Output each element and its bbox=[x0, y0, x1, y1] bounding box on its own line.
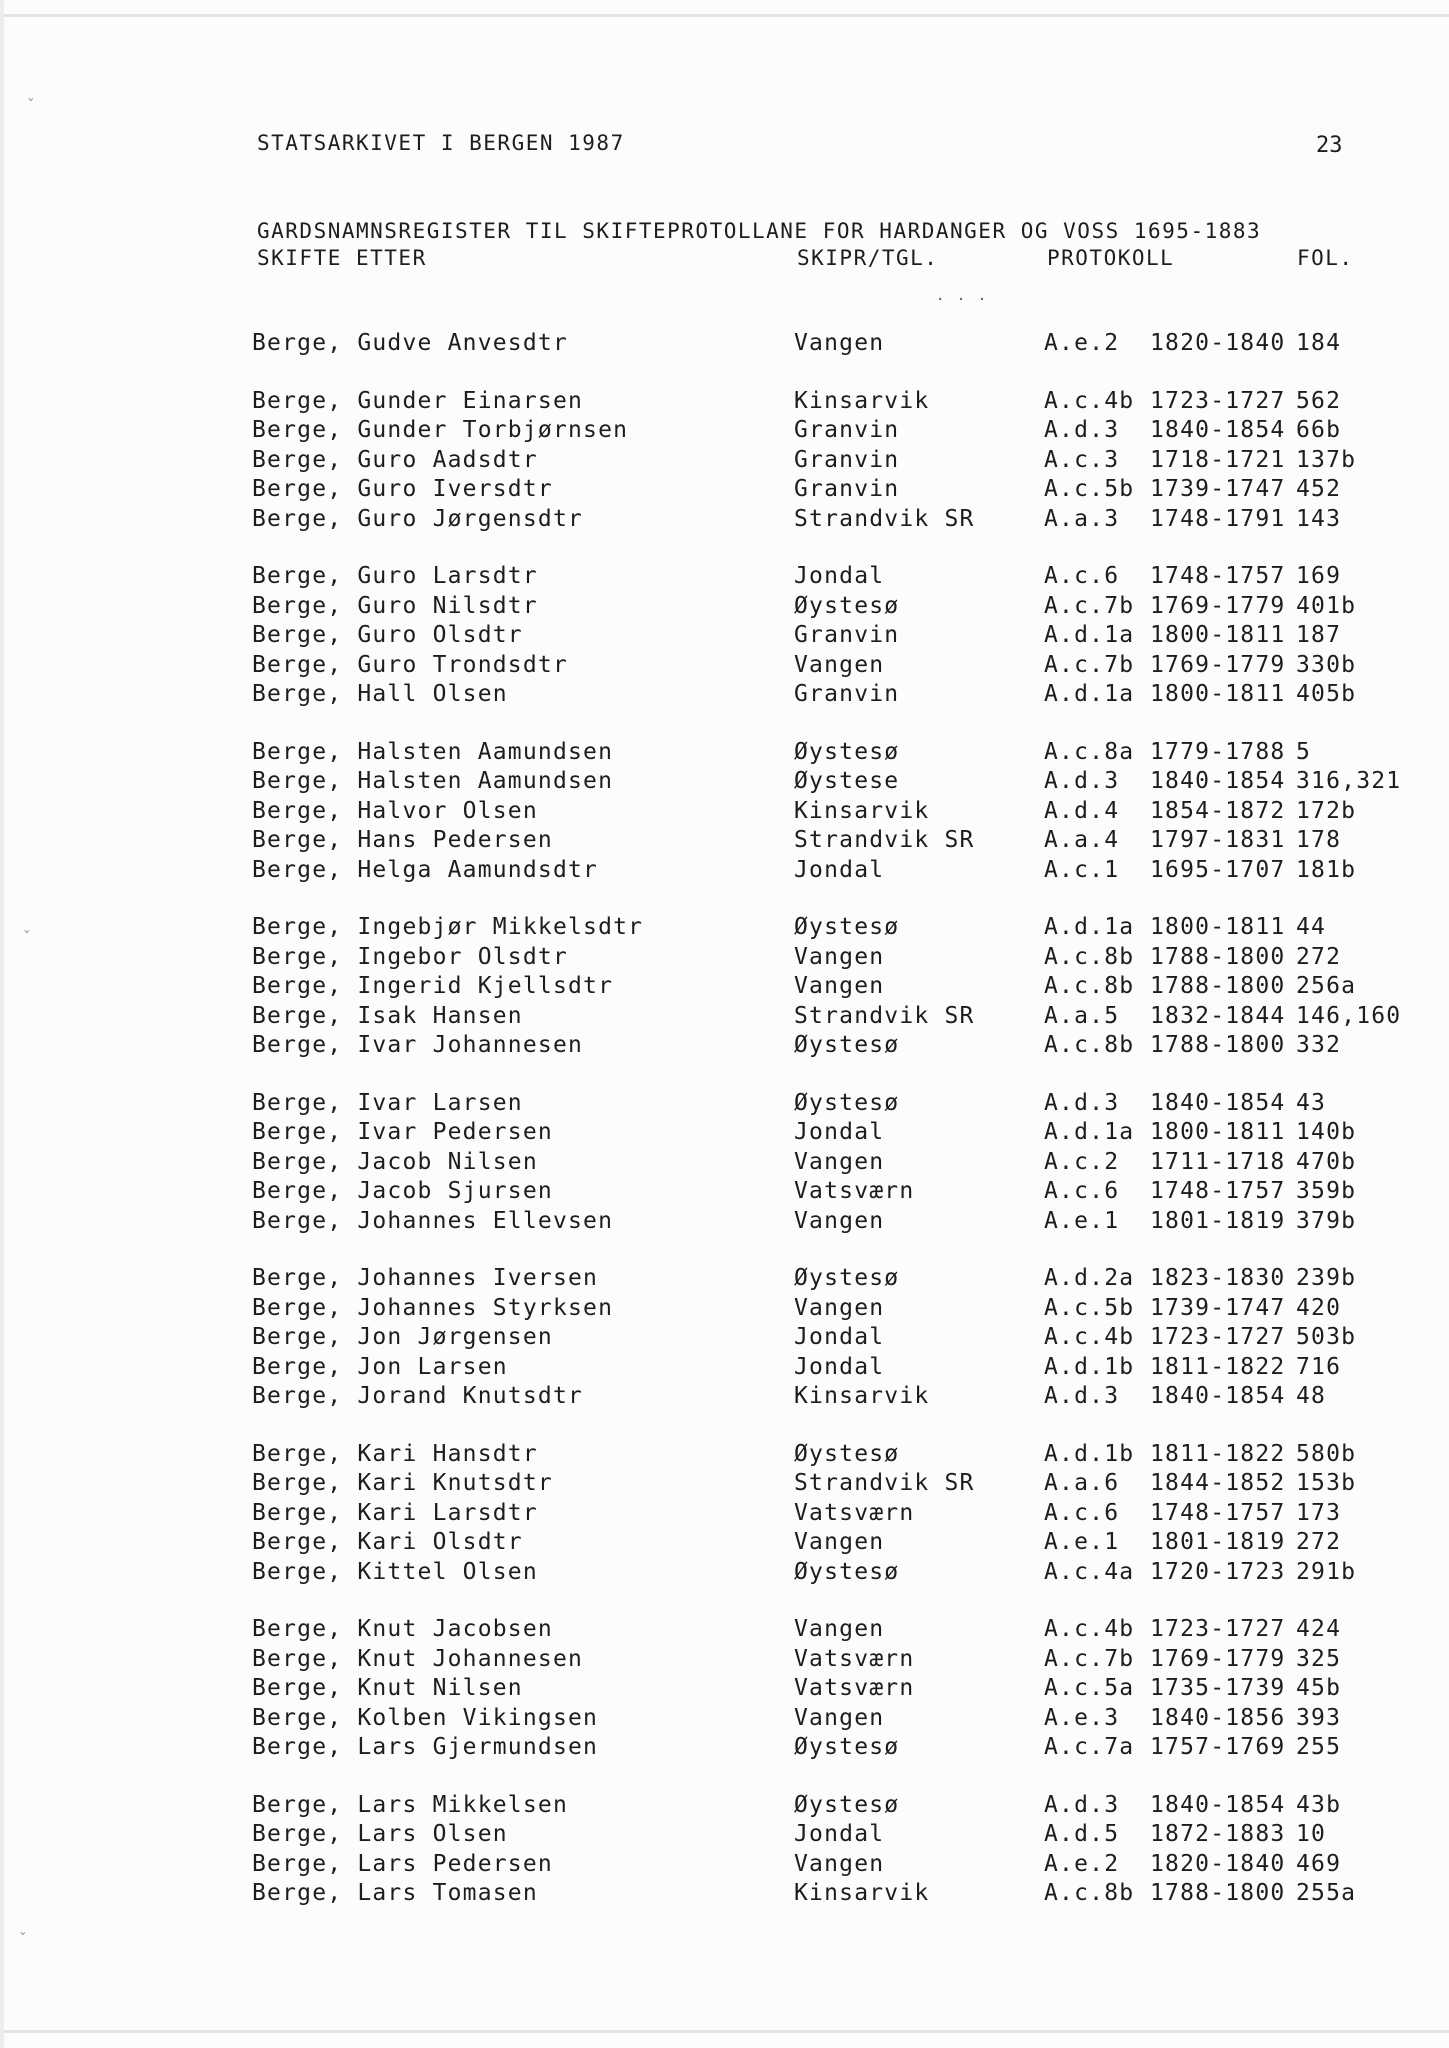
entry-folio: 178 bbox=[1296, 827, 1342, 853]
entry-years: 1748-1757 bbox=[1150, 563, 1286, 589]
entry-protocol: A.a.4 bbox=[1044, 827, 1120, 853]
entry-folio: 379b bbox=[1296, 1207, 1357, 1234]
entry-years: 1757-1769 bbox=[1150, 1734, 1286, 1760]
entry-place: Øystesø bbox=[794, 1440, 900, 1467]
page-edge-bottom bbox=[0, 2030, 1449, 2033]
entry-years: 1769-1779 bbox=[1150, 651, 1286, 678]
entry-place: Vangen bbox=[794, 1704, 885, 1731]
entry-years: 1723-1727 bbox=[1150, 387, 1286, 414]
entry-folio: 256a bbox=[1296, 973, 1357, 999]
entry-place: Øystesø bbox=[794, 738, 900, 765]
entry-place: Jondal bbox=[794, 1119, 885, 1145]
entry-group bbox=[252, 739, 1412, 887]
column-header-place: SKIPR/TGL. bbox=[797, 246, 939, 270]
entry-protocol: A.c.7b bbox=[1044, 1645, 1135, 1672]
registry-entry bbox=[252, 388, 1412, 418]
registry-entry bbox=[252, 739, 1412, 769]
registry-entry bbox=[252, 1265, 1412, 1295]
entry-years: 1788-1800 bbox=[1150, 1032, 1286, 1058]
registry-entry bbox=[252, 1032, 1412, 1062]
registry-entry bbox=[252, 1354, 1412, 1384]
registry-entry bbox=[252, 652, 1412, 682]
entry-name: Berge, Knut Johannesen bbox=[252, 1645, 584, 1672]
entry-protocol: A.c.8a bbox=[1044, 738, 1135, 765]
entry-protocol: A.c.4a bbox=[1044, 1558, 1135, 1585]
entry-name: Berge, Lars Tomasen bbox=[252, 1880, 538, 1906]
entry-protocol: A.c.7a bbox=[1044, 1734, 1135, 1760]
entry-years: 1811-1822 bbox=[1150, 1440, 1286, 1467]
entry-place: Granvin bbox=[794, 681, 900, 707]
entry-years: 1748-1757 bbox=[1150, 1499, 1286, 1526]
entry-place: Kinsarvik bbox=[794, 387, 930, 414]
entry-years: 1748-1757 bbox=[1150, 1178, 1286, 1204]
entry-place: Vangen bbox=[794, 943, 885, 970]
entry-folio: 272 bbox=[1296, 943, 1342, 970]
entry-place: Vangen bbox=[794, 1148, 885, 1175]
registry-entry bbox=[252, 768, 1412, 798]
entry-name: Berge, Ivar Larsen bbox=[252, 1089, 523, 1116]
entry-place: Øystesø bbox=[794, 1265, 900, 1291]
entry-folio: 469 bbox=[1296, 1850, 1342, 1877]
entry-years: 1823-1830 bbox=[1150, 1265, 1286, 1291]
entry-years: 1801-1819 bbox=[1150, 1207, 1286, 1234]
entry-folio: 716 bbox=[1296, 1353, 1342, 1380]
entry-protocol: A.e.1 bbox=[1044, 1207, 1120, 1234]
entry-folio: 503b bbox=[1296, 1324, 1357, 1350]
entry-name: Berge, Hans Pedersen bbox=[252, 827, 553, 853]
entry-protocol: A.e.3 bbox=[1044, 1704, 1120, 1731]
entry-protocol: A.c.8b bbox=[1044, 943, 1135, 970]
entry-name: Berge, Kittel Olsen bbox=[252, 1558, 538, 1585]
registry-entry bbox=[252, 1792, 1412, 1822]
entry-place: Vatsværn bbox=[794, 1645, 915, 1672]
entry-place: Øystesø bbox=[794, 1734, 900, 1760]
page-number: 23 bbox=[1316, 133, 1343, 158]
entry-folio: 291b bbox=[1296, 1558, 1357, 1585]
registry-entry bbox=[252, 1470, 1412, 1500]
entry-place: Vangen bbox=[794, 1529, 885, 1555]
entry-name: Berge, Lars Mikkelsen bbox=[252, 1791, 568, 1818]
entry-place: Øystesø bbox=[794, 1791, 900, 1818]
registry-entry bbox=[252, 944, 1412, 974]
registry-entry bbox=[252, 681, 1412, 711]
entry-years: 1735-1739 bbox=[1150, 1675, 1286, 1701]
entry-folio: 44 bbox=[1296, 914, 1327, 940]
entry-protocol: A.c.4b bbox=[1044, 1616, 1135, 1642]
registry-list bbox=[252, 330, 1412, 1938]
entry-folio: 153b bbox=[1296, 1470, 1357, 1496]
entry-folio: 10 bbox=[1296, 1821, 1327, 1847]
entry-folio: 172b bbox=[1296, 797, 1357, 824]
entry-protocol: A.d.3 bbox=[1044, 1383, 1120, 1409]
entry-years: 1723-1727 bbox=[1150, 1616, 1286, 1642]
entry-place: Strandvik SR bbox=[794, 505, 975, 532]
entry-protocol: A.d.1b bbox=[1044, 1440, 1135, 1467]
entry-years: 1711-1718 bbox=[1150, 1148, 1286, 1175]
register-title: GARDSNAMNSREGISTER TIL SKIFTEPROTOLLANE FOR HARDANGER OG VOSS 1695-1883 bbox=[257, 219, 1262, 243]
entry-folio: 580b bbox=[1296, 1440, 1357, 1467]
entry-group bbox=[252, 563, 1412, 711]
entry-folio: 169 bbox=[1296, 563, 1342, 589]
entry-years: 1800-1811 bbox=[1150, 681, 1286, 707]
entry-name: Berge, Guro Olsdtr bbox=[252, 622, 523, 648]
registry-entry bbox=[252, 1705, 1412, 1735]
registry-entry bbox=[252, 827, 1412, 857]
entry-name: Berge, Jon Larsen bbox=[252, 1353, 508, 1380]
entry-name: Berge, Kari Hansdtr bbox=[252, 1440, 538, 1467]
entry-name: Berge, Johannes Iversen bbox=[252, 1265, 599, 1291]
entry-name: Berge, Knut Jacobsen bbox=[252, 1616, 553, 1642]
entry-protocol: A.d.1b bbox=[1044, 1353, 1135, 1380]
entry-protocol: A.c.7b bbox=[1044, 592, 1135, 619]
entry-years: 1797-1831 bbox=[1150, 827, 1286, 853]
entry-folio: 452 bbox=[1296, 476, 1342, 502]
entry-folio: 66b bbox=[1296, 417, 1342, 443]
entry-name: Berge, Gunder Torbjørnsen bbox=[252, 417, 629, 443]
entry-years: 1718-1721 bbox=[1150, 446, 1286, 473]
entry-place: Vangen bbox=[794, 973, 885, 999]
entry-name: Berge, Guro Trondsdtr bbox=[252, 651, 568, 678]
registry-entry bbox=[252, 1529, 1412, 1559]
entry-protocol: A.d.3 bbox=[1044, 1791, 1120, 1818]
entry-name: Berge, Kolben Vikingsen bbox=[252, 1704, 599, 1731]
entry-name: Berge, Helga Aamundsdtr bbox=[252, 856, 599, 883]
entry-folio: 146,160 bbox=[1296, 1002, 1402, 1029]
entry-name: Berge, Ingerid Kjellsdtr bbox=[252, 973, 614, 999]
entry-years: 1788-1800 bbox=[1150, 973, 1286, 999]
entry-protocol: A.c.6 bbox=[1044, 1499, 1120, 1526]
entry-place: Strandvik SR bbox=[794, 1002, 975, 1029]
registry-entry bbox=[252, 447, 1412, 477]
entry-group bbox=[252, 1265, 1412, 1413]
registry-entry bbox=[252, 1295, 1412, 1325]
entry-place: Jondal bbox=[794, 1821, 885, 1847]
entry-years: 1788-1800 bbox=[1150, 943, 1286, 970]
entry-name: Berge, Gudve Anvesdtr bbox=[252, 330, 568, 356]
entry-name: Berge, Johannes Styrksen bbox=[252, 1294, 614, 1321]
registry-entry bbox=[252, 1149, 1412, 1179]
registry-entry bbox=[252, 1734, 1412, 1764]
registry-entry bbox=[252, 1616, 1412, 1646]
entry-name: Berge, Jon Jørgensen bbox=[252, 1324, 553, 1350]
entry-protocol: A.a.3 bbox=[1044, 505, 1120, 532]
entry-name: Berge, Lars Pedersen bbox=[252, 1850, 553, 1877]
entry-folio: 5 bbox=[1296, 738, 1312, 765]
entry-place: Vangen bbox=[794, 1207, 885, 1234]
entry-years: 1820-1840 bbox=[1150, 330, 1286, 356]
entry-place: Vangen bbox=[794, 1294, 885, 1321]
registry-entry bbox=[252, 1090, 1412, 1120]
header-dots: . . . bbox=[936, 288, 989, 304]
entry-folio: 255a bbox=[1296, 1880, 1357, 1906]
entry-folio: 562 bbox=[1296, 387, 1342, 414]
entry-name: Berge, Isak Hansen bbox=[252, 1002, 523, 1029]
entry-folio: 332 bbox=[1296, 1032, 1342, 1058]
entry-name: Berge, Ingebor Olsdtr bbox=[252, 943, 568, 970]
entry-folio: 359b bbox=[1296, 1178, 1357, 1204]
entry-protocol: A.e.2 bbox=[1044, 1850, 1120, 1877]
entry-years: 1820-1840 bbox=[1150, 1850, 1286, 1877]
entry-folio: 470b bbox=[1296, 1148, 1357, 1175]
registry-entry bbox=[252, 563, 1412, 593]
registry-entry bbox=[252, 973, 1412, 1003]
entry-place: Jondal bbox=[794, 1353, 885, 1380]
entry-name: Berge, Jacob Sjursen bbox=[252, 1178, 553, 1204]
entry-folio: 187 bbox=[1296, 622, 1342, 648]
entry-place: Vangen bbox=[794, 330, 885, 356]
entry-name: Berge, Hall Olsen bbox=[252, 681, 508, 707]
entry-folio: 181b bbox=[1296, 856, 1357, 883]
entry-years: 1800-1811 bbox=[1150, 914, 1286, 940]
entry-years: 1801-1819 bbox=[1150, 1529, 1286, 1555]
entry-name: Berge, Johannes Ellevsen bbox=[252, 1207, 614, 1234]
entry-years: 1800-1811 bbox=[1150, 1119, 1286, 1145]
entry-place: Vatsværn bbox=[794, 1178, 915, 1204]
entry-name: Berge, Guro Nilsdtr bbox=[252, 592, 538, 619]
registry-entry bbox=[252, 506, 1412, 536]
entry-place: Granvin bbox=[794, 446, 900, 473]
entry-place: Kinsarvik bbox=[794, 797, 930, 824]
entry-place: Jondal bbox=[794, 856, 885, 883]
entry-folio: 424 bbox=[1296, 1616, 1342, 1642]
entry-place: Vangen bbox=[794, 1850, 885, 1877]
entry-years: 1854-1872 bbox=[1150, 797, 1286, 824]
entry-protocol: A.d.2a bbox=[1044, 1265, 1135, 1291]
entry-years: 1748-1791 bbox=[1150, 505, 1286, 532]
entry-name: Berge, Kari Knutsdtr bbox=[252, 1470, 553, 1496]
archive-line: STATSARKIVET I BERGEN 1987 bbox=[257, 131, 625, 155]
entry-group bbox=[252, 1090, 1412, 1238]
entry-years: 1832-1844 bbox=[1150, 1002, 1286, 1029]
entry-protocol: A.d.5 bbox=[1044, 1821, 1120, 1847]
entry-name: Berge, Halsten Aamundsen bbox=[252, 738, 614, 765]
margin-mark: ˇ bbox=[18, 1930, 28, 1949]
registry-entry bbox=[252, 622, 1412, 652]
entry-folio: 48 bbox=[1296, 1383, 1327, 1409]
entry-place: Granvin bbox=[794, 476, 900, 502]
registry-entry bbox=[252, 798, 1412, 828]
entry-protocol: A.c.1 bbox=[1044, 856, 1120, 883]
entry-place: Vangen bbox=[794, 651, 885, 678]
entry-name: Berge, Ivar Pedersen bbox=[252, 1119, 553, 1145]
entry-years: 1840-1854 bbox=[1150, 768, 1286, 794]
entry-name: Berge, Ingebjør Mikkelsdtr bbox=[252, 914, 644, 940]
entry-years: 1723-1727 bbox=[1150, 1324, 1286, 1350]
entry-group bbox=[252, 1792, 1412, 1910]
registry-entry bbox=[252, 1208, 1412, 1238]
entry-folio: 405b bbox=[1296, 681, 1357, 707]
entry-folio: 184 bbox=[1296, 330, 1342, 356]
registry-entry bbox=[252, 1441, 1412, 1471]
entry-protocol: A.c.4b bbox=[1044, 1324, 1135, 1350]
entry-years: 1800-1811 bbox=[1150, 622, 1286, 648]
column-headers bbox=[257, 246, 1377, 276]
entry-place: Vatsværn bbox=[794, 1675, 915, 1701]
entry-protocol: A.d.1a bbox=[1044, 1119, 1135, 1145]
entry-folio: 272 bbox=[1296, 1529, 1342, 1555]
entry-place: Jondal bbox=[794, 563, 885, 589]
registry-entry bbox=[252, 1559, 1412, 1589]
entry-years: 1844-1852 bbox=[1150, 1470, 1286, 1496]
entry-folio: 140b bbox=[1296, 1119, 1357, 1145]
entry-protocol: A.d.3 bbox=[1044, 768, 1120, 794]
registry-entry bbox=[252, 1821, 1412, 1851]
entry-protocol: A.d.3 bbox=[1044, 1089, 1120, 1116]
entry-group bbox=[252, 1441, 1412, 1589]
entry-name: Berge, Kari Olsdtr bbox=[252, 1529, 523, 1555]
entry-years: 1739-1747 bbox=[1150, 476, 1286, 502]
registry-entry bbox=[252, 1324, 1412, 1354]
entry-folio: 330b bbox=[1296, 651, 1357, 678]
entry-place: Vatsværn bbox=[794, 1499, 915, 1526]
entry-protocol: A.c.6 bbox=[1044, 563, 1120, 589]
registry-entry bbox=[252, 593, 1412, 623]
entry-protocol: A.e.2 bbox=[1044, 330, 1120, 356]
column-header-protocol: PROTOKOLL bbox=[1047, 246, 1175, 270]
entry-name: Berge, Halvor Olsen bbox=[252, 797, 538, 824]
entry-name: Berge, Ivar Johannesen bbox=[252, 1032, 584, 1058]
entry-years: 1840-1856 bbox=[1150, 1704, 1286, 1731]
entry-name: Berge, Gunder Einarsen bbox=[252, 387, 584, 414]
registry-entry bbox=[252, 1880, 1412, 1910]
entry-place: Øystesø bbox=[794, 1089, 900, 1116]
registry-entry bbox=[252, 914, 1412, 944]
registry-entry bbox=[252, 1646, 1412, 1676]
entry-place: Øystese bbox=[794, 768, 900, 794]
entry-protocol: A.c.8b bbox=[1044, 1880, 1135, 1906]
registry-entry bbox=[252, 1003, 1412, 1033]
entry-protocol: A.e.1 bbox=[1044, 1529, 1120, 1555]
registry-entry bbox=[252, 476, 1412, 506]
entry-folio: 43b bbox=[1296, 1791, 1342, 1818]
entry-protocol: A.c.4b bbox=[1044, 387, 1135, 414]
entry-name: Berge, Jacob Nilsen bbox=[252, 1148, 538, 1175]
entry-folio: 401b bbox=[1296, 592, 1357, 619]
entry-name: Berge, Kari Larsdtr bbox=[252, 1499, 538, 1526]
registry-entry bbox=[252, 857, 1412, 887]
entry-group bbox=[252, 330, 1412, 360]
entry-place: Jondal bbox=[794, 1324, 885, 1350]
entry-folio: 173 bbox=[1296, 1499, 1342, 1526]
entry-years: 1779-1788 bbox=[1150, 738, 1286, 765]
entry-place: Strandvik SR bbox=[794, 1470, 975, 1496]
entry-place: Øystesø bbox=[794, 1558, 900, 1585]
column-header-folio: FOL. bbox=[1297, 246, 1354, 270]
entry-folio: 143 bbox=[1296, 505, 1342, 532]
entry-place: Øystesø bbox=[794, 914, 900, 940]
entry-protocol: A.c.8b bbox=[1044, 973, 1135, 999]
entry-protocol: A.a.5 bbox=[1044, 1002, 1120, 1029]
entry-place: Strandvik SR bbox=[794, 827, 975, 853]
entry-protocol: A.c.6 bbox=[1044, 1178, 1120, 1204]
entry-protocol: A.c.8b bbox=[1044, 1032, 1135, 1058]
entry-name: Berge, Guro Jørgensdtr bbox=[252, 505, 584, 532]
entry-folio: 255 bbox=[1296, 1734, 1342, 1760]
entry-years: 1840-1854 bbox=[1150, 1383, 1286, 1409]
entry-years: 1811-1822 bbox=[1150, 1353, 1286, 1380]
registry-entry bbox=[252, 1675, 1412, 1705]
entry-years: 1769-1779 bbox=[1150, 1645, 1286, 1672]
entry-name: Berge, Halsten Aamundsen bbox=[252, 768, 614, 794]
margin-mark: ˇ bbox=[22, 928, 32, 947]
entry-protocol: A.d.4 bbox=[1044, 797, 1120, 824]
registry-entry bbox=[252, 1383, 1412, 1413]
entry-years: 1840-1854 bbox=[1150, 417, 1286, 443]
entry-place: Kinsarvik bbox=[794, 1383, 930, 1409]
registry-entry bbox=[252, 1119, 1412, 1149]
entry-name: Berge, Lars Olsen bbox=[252, 1821, 508, 1847]
entry-place: Øystesø bbox=[794, 1032, 900, 1058]
registry-entry bbox=[252, 1178, 1412, 1208]
registry-entry bbox=[252, 417, 1412, 447]
entry-name: Berge, Guro Iversdtr bbox=[252, 476, 553, 502]
column-header-name: SKIFTE ETTER bbox=[257, 246, 427, 270]
entry-place: Øystesø bbox=[794, 592, 900, 619]
entry-years: 1695-1707 bbox=[1150, 856, 1286, 883]
entry-name: Berge, Knut Nilsen bbox=[252, 1675, 523, 1701]
entry-protocol: A.d.1a bbox=[1044, 914, 1135, 940]
entry-protocol: A.a.6 bbox=[1044, 1470, 1120, 1496]
entry-folio: 393 bbox=[1296, 1704, 1342, 1731]
entry-place: Kinsarvik bbox=[794, 1880, 930, 1906]
entry-years: 1840-1854 bbox=[1150, 1089, 1286, 1116]
entry-years: 1872-1883 bbox=[1150, 1821, 1286, 1847]
entry-years: 1720-1723 bbox=[1150, 1558, 1286, 1585]
entry-folio: 325 bbox=[1296, 1645, 1342, 1672]
entry-group bbox=[252, 388, 1412, 536]
registry-entry bbox=[252, 1500, 1412, 1530]
entry-group bbox=[252, 914, 1412, 1062]
entry-years: 1840-1854 bbox=[1150, 1791, 1286, 1818]
entry-protocol: A.d.1a bbox=[1044, 622, 1135, 648]
entry-folio: 45b bbox=[1296, 1675, 1342, 1701]
entry-place: Vangen bbox=[794, 1616, 885, 1642]
entry-name: Berge, Guro Aadsdtr bbox=[252, 446, 538, 473]
registry-entry bbox=[252, 1851, 1412, 1881]
page-edge-left bbox=[0, 0, 4, 2048]
entry-name: Berge, Guro Larsdtr bbox=[252, 563, 538, 589]
entry-protocol: A.c.7b bbox=[1044, 651, 1135, 678]
entry-place: Granvin bbox=[794, 417, 900, 443]
entry-protocol: A.c.3 bbox=[1044, 446, 1120, 473]
entry-protocol: A.d.1a bbox=[1044, 681, 1135, 707]
entry-protocol: A.c.5a bbox=[1044, 1675, 1135, 1701]
entry-protocol: A.c.5b bbox=[1044, 476, 1135, 502]
entry-protocol: A.c.5b bbox=[1044, 1294, 1135, 1321]
entry-years: 1788-1800 bbox=[1150, 1880, 1286, 1906]
entry-years: 1769-1779 bbox=[1150, 592, 1286, 619]
entry-protocol: A.d.3 bbox=[1044, 417, 1120, 443]
entry-place: Granvin bbox=[794, 622, 900, 648]
entry-name: Berge, Lars Gjermundsen bbox=[252, 1734, 599, 1760]
registry-entry bbox=[252, 330, 1412, 360]
entry-folio: 43 bbox=[1296, 1089, 1327, 1116]
entry-folio: 239b bbox=[1296, 1265, 1357, 1291]
entry-years: 1739-1747 bbox=[1150, 1294, 1286, 1321]
entry-folio: 420 bbox=[1296, 1294, 1342, 1321]
entry-protocol: A.c.2 bbox=[1044, 1148, 1120, 1175]
entry-folio: 316,321 bbox=[1296, 768, 1402, 794]
margin-mark: ˇ bbox=[26, 96, 36, 115]
entry-group bbox=[252, 1616, 1412, 1764]
page-edge-top bbox=[0, 14, 1449, 17]
entry-name: Berge, Jorand Knutsdtr bbox=[252, 1383, 584, 1409]
entry-folio: 137b bbox=[1296, 446, 1357, 473]
